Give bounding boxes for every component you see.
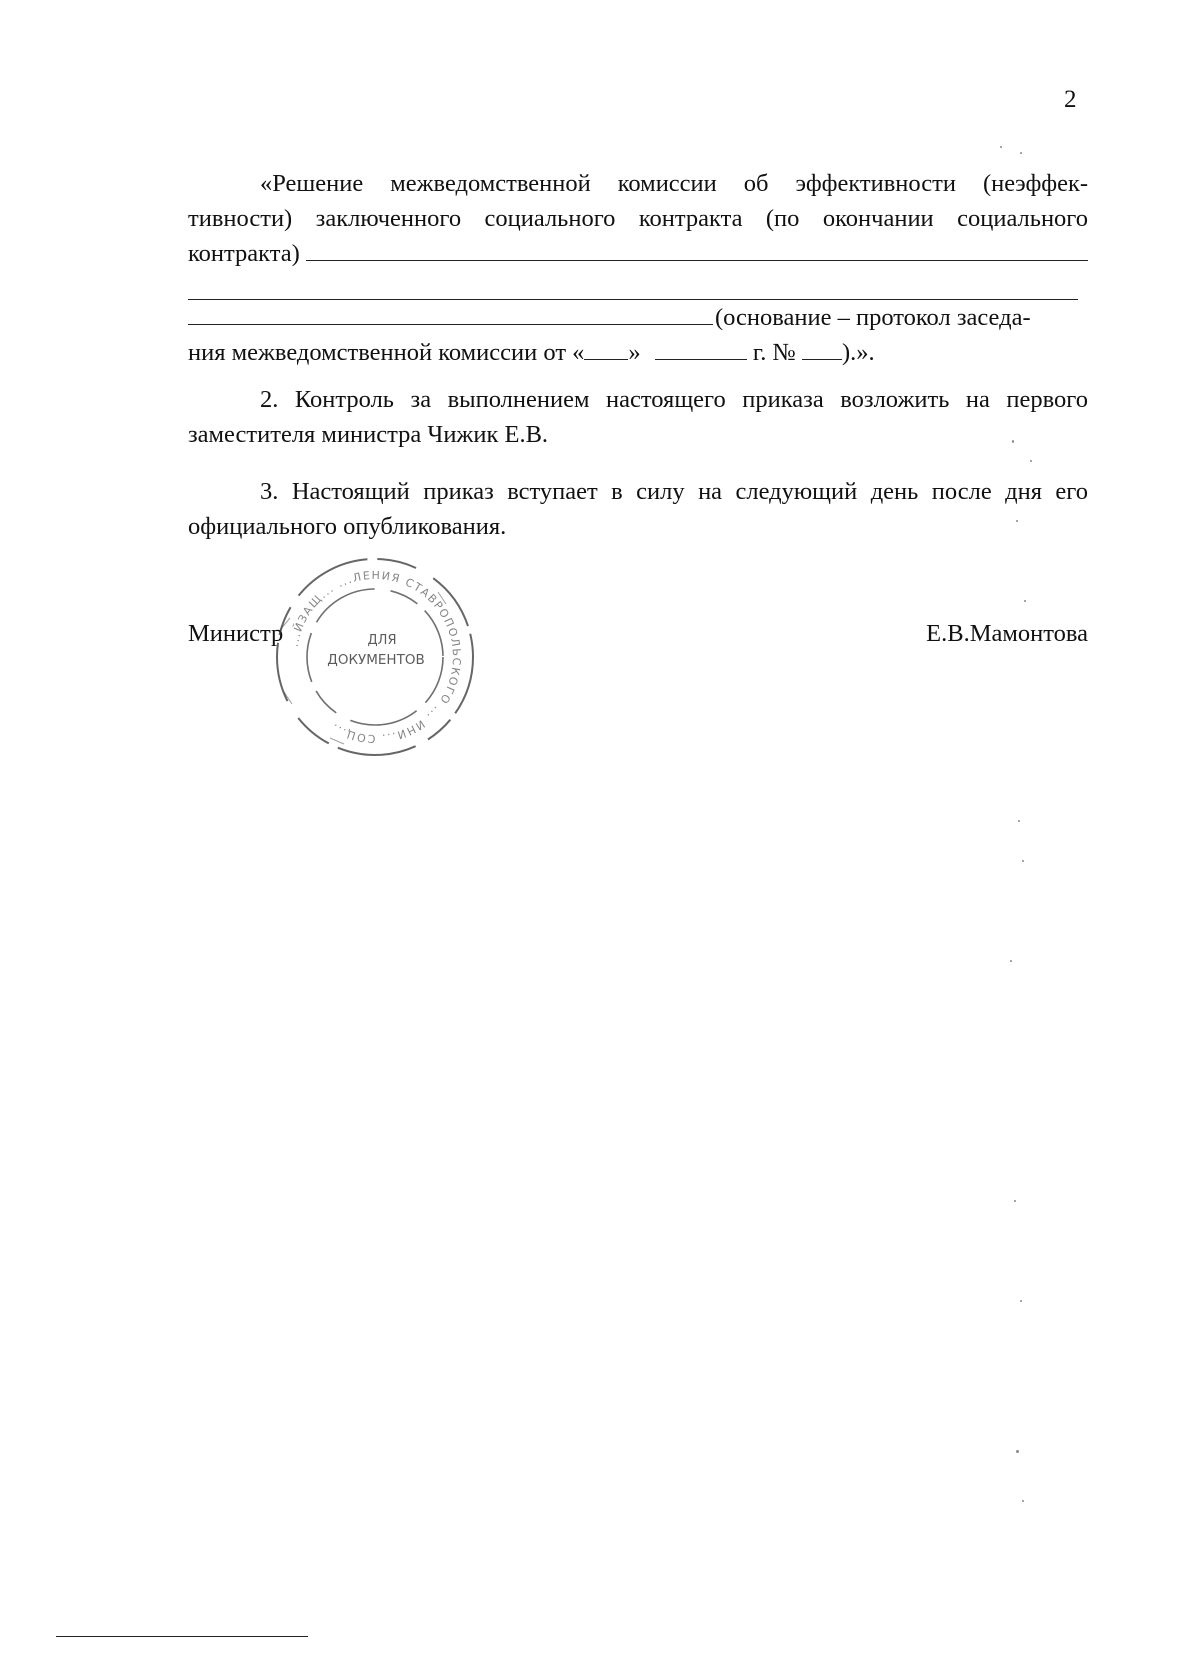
protocol-quote-close: » bbox=[628, 339, 641, 366]
decision-blank-line bbox=[306, 238, 1088, 261]
clause-2-line-1: 2. Контроль за выполнением настоящего приказа возложить на первого bbox=[260, 386, 1088, 413]
clause-3-line-1: 3. Настоящий приказ вступает в силу на следующий день после дня его bbox=[260, 478, 1088, 505]
protocol-line-start: ния межведомственной комиссии от « bbox=[188, 339, 585, 366]
clause-2 bbox=[188, 382, 1088, 452]
clause-3 bbox=[188, 474, 1088, 544]
clause-3-line-2: официального опубликования. bbox=[188, 513, 507, 540]
protocol-month-blank bbox=[655, 339, 747, 360]
stamp-center-line-2: ДОКУМЕНТОВ bbox=[327, 652, 425, 668]
decision-line-3-label: контракта) bbox=[188, 240, 300, 267]
decision-line-1: «Решение межведомственной комиссии об эффективности (неэффек- bbox=[260, 170, 1088, 197]
clause-2-line-2: заместителя министра Чижик Е.В. bbox=[188, 421, 549, 448]
decision-blank-full-line bbox=[188, 271, 1078, 300]
decision-paragraph bbox=[188, 166, 1088, 370]
stamp-ring-text: ...ЙЗАЩ... ...ЛЕНИЯ СТАВРОПОЛЬСКОГО ... ИНИ... СОЦ... bbox=[287, 568, 464, 746]
signature-title: Министр bbox=[188, 620, 284, 647]
decision-line-3 bbox=[188, 236, 1088, 271]
decision-basis-line bbox=[188, 300, 1088, 335]
stamp-center-line-1: ДЛЯ bbox=[367, 633, 397, 648]
protocol-number-blank bbox=[802, 339, 842, 360]
protocol-year-number: г. № bbox=[752, 339, 796, 366]
basis-text: (основание – протокол заседа- bbox=[715, 304, 1031, 331]
page-number: 2 bbox=[1064, 86, 1077, 113]
official-stamp bbox=[270, 552, 480, 762]
protocol-day-blank bbox=[584, 339, 628, 360]
decision-line-2: тивности) заключенного социального контракта (по окончании социального bbox=[188, 205, 1088, 232]
protocol-line-end: ).». bbox=[841, 339, 875, 366]
footnote-separator bbox=[56, 1636, 308, 1637]
protocol-line bbox=[188, 335, 1088, 370]
basis-blank-line bbox=[188, 302, 713, 325]
signature-name: Е.В.Мамонтова bbox=[926, 620, 1088, 647]
